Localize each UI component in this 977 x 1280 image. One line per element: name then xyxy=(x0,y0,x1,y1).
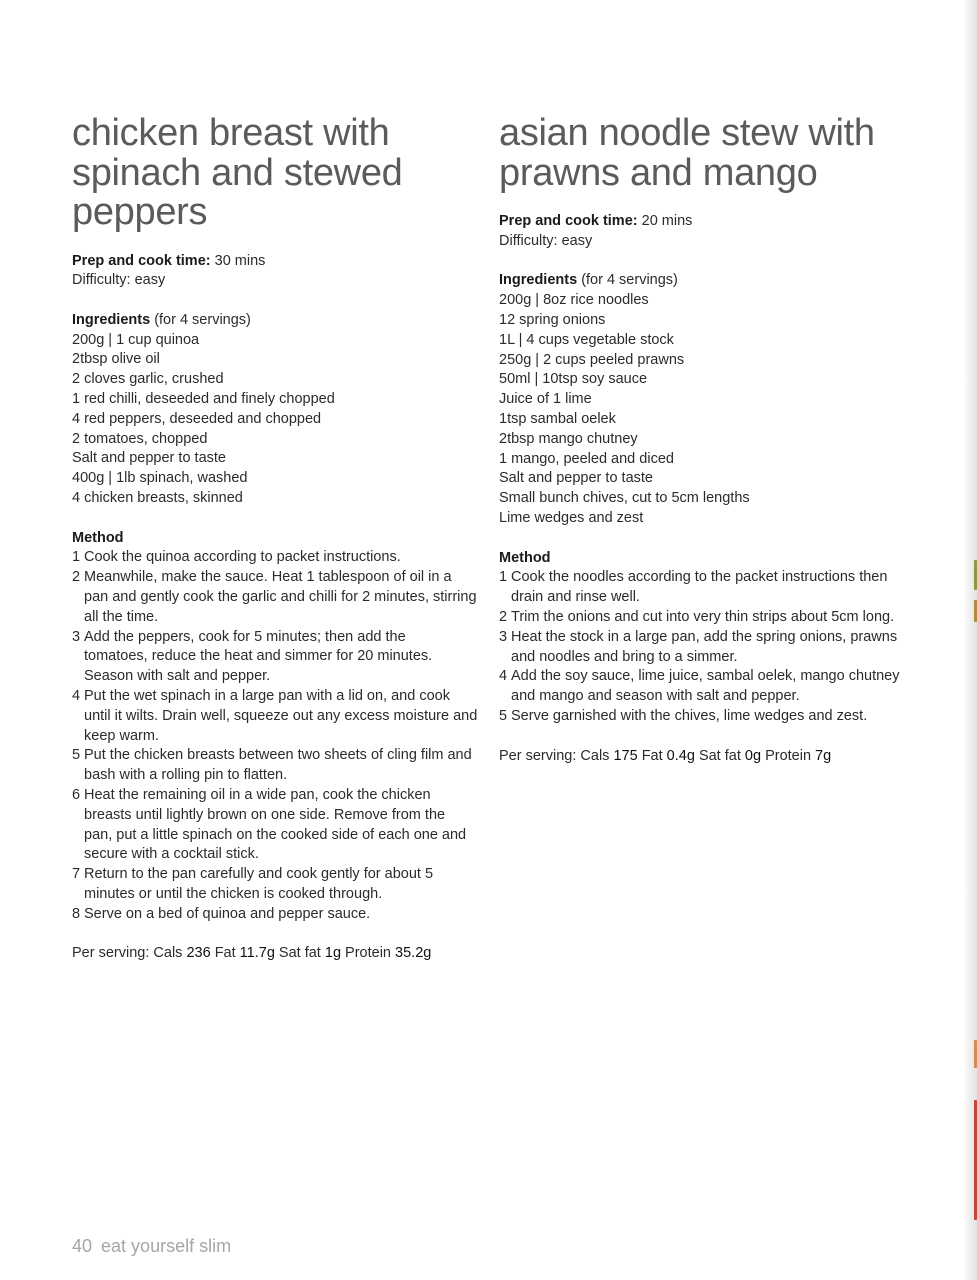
fat-value: 0.4g xyxy=(666,747,695,764)
method-heading: Method xyxy=(72,529,124,546)
ingredient-item: Salt and pepper to taste xyxy=(499,470,653,487)
method-step: 2 Meanwhile, make the sauce. Heat 1 tablespoon of oil in a pan and gently cook the garlic and chilli for 2 minutes, stirring all the time. xyxy=(72,569,477,625)
ingredient-item: 4 chicken breasts, skinned xyxy=(72,490,243,507)
ingredient-item: 200g | 1 cup quinoa xyxy=(72,331,200,348)
method-section xyxy=(72,529,477,925)
satfat-value: 1g xyxy=(324,945,342,962)
ingredients-heading: Ingredients xyxy=(499,272,578,289)
method-step: 2 Trim the onions and cut into very thin strips about 5cm long. xyxy=(499,608,895,625)
recipe-chicken-breast xyxy=(72,113,477,964)
ingredient-item: 400g | 1lb spinach, washed xyxy=(72,470,248,487)
page-edge-shadow xyxy=(963,0,977,1280)
ingredient-item: 200g | 8oz rice noodles xyxy=(499,292,649,309)
ingredient-item: 1 red chilli, deseeded and finely chopped xyxy=(72,391,335,408)
calories-value: 175 xyxy=(613,747,638,764)
ingredient-item: 2tbsp olive oil xyxy=(72,351,160,368)
method-step: 6 Heat the remaining oil in a wide pan, cook the chicken breasts until lightly brown on one side. Remove from the pan, put a little spinach on the cooked side of each one and secure with a cocktail stick. xyxy=(72,787,467,863)
recipe-meta: Prep and cook time: 20 mins Difficulty: easy xyxy=(499,213,693,249)
method-step: 1 Cook the quinoa according to packet instructions. xyxy=(72,549,401,566)
ingredient-item: Lime wedges and zest xyxy=(499,509,644,526)
ingredient-item: 1tsp sambal oelek xyxy=(499,410,616,427)
ingredient-item: 12 spring onions xyxy=(499,311,606,328)
ingredient-item: 1L | 4 cups vegetable stock xyxy=(499,331,674,348)
method-section xyxy=(499,549,909,727)
ingredients-section: Ingredients (for 4 servings) 200g | 1 cup quinoa 2tbsp olive oil 2 cloves garlic, crushed 1 red chilli, deseeded and finely chopped 4 red peppers, deseeded and chopped 2 tomatoes, chopped Salt and pepper to taste 400g | 1lb spinach, washed 4 chicken breasts, skinned xyxy=(72,311,477,509)
page-footer xyxy=(72,1236,231,1257)
ingredient-item: Small bunch chives, cut to 5cm lengths xyxy=(499,490,750,507)
ingredient-item: 50ml | 10tsp soy sauce xyxy=(499,371,648,388)
book-title: eat yourself slim xyxy=(101,1236,232,1256)
ingredients-section: Ingredients (for 4 servings) 200g | 8oz rice noodles 12 spring onions 1L | 4 cups vegetable stock 250g | 2 cups peeled prawns 50ml | 10tsp soy sauce Juice of 1 lime 1tsp sambal oelek 2tbsp mango chutney 1 mango, peeled and diced Salt and pepper to taste Small bunch chives, cut to 5cm lengths Lime wedges and zest xyxy=(499,271,909,528)
ingredient-item: 2 tomatoes, chopped xyxy=(72,430,208,447)
calories-value: 236 xyxy=(186,945,211,962)
ingredient-item: 1 mango, peeled and diced xyxy=(499,450,674,467)
method-step: 4 Put the wet spinach in a large pan with a lid on, and cook until it wilts. Drain well, squeeze out any excess moisture and keep warm. xyxy=(72,688,478,744)
ingredient-item: 2 cloves garlic, crushed xyxy=(72,371,224,388)
method-step: 8 Serve on a bed of quinoa and pepper sauce. xyxy=(72,905,371,922)
recipe-title: chicken breast with spinach and stewed peppers xyxy=(72,112,403,233)
method-step: 7 Return to the pan carefully and cook gently for about 5 minutes or until the chicken is cooked through. xyxy=(72,866,434,902)
ingredient-item: 250g | 2 cups peeled prawns xyxy=(499,351,685,368)
recipe-asian-noodle-stew xyxy=(499,113,909,766)
protein-value: 7g xyxy=(815,747,832,764)
method-steps xyxy=(499,568,909,726)
method-steps xyxy=(72,548,477,924)
nutrition-info: Per serving: Cals 236 Fat 11.7g Sat fat 1g Protein 35.2g xyxy=(72,945,432,962)
ingredient-item: 4 red peppers, deseeded and chopped xyxy=(72,410,322,427)
recipe-meta: Prep and cook time: 30 mins Difficulty: easy xyxy=(72,252,266,289)
ingredients-heading: Ingredients xyxy=(72,311,151,328)
nutrition-info: Per serving: Cals 175 Fat 0.4g Sat fat 0g Protein 7g xyxy=(499,747,832,764)
satfat-value: 0g xyxy=(744,747,762,764)
method-heading: Method xyxy=(499,549,551,566)
method-step: 4 Add the soy sauce, lime juice, sambal oelek, mango chutney and mango and season with salt and pepper. xyxy=(499,668,900,705)
ingredient-item: 2tbsp mango chutney xyxy=(499,430,638,447)
ingredient-item: Salt and pepper to taste xyxy=(72,450,226,467)
method-step: 3 Add the peppers, cook for 5 minutes; then add the tomatoes, reduce the heat and simmer for 20 minutes. Season with salt and pepper. xyxy=(72,628,433,685)
protein-value: 35.2g xyxy=(395,945,432,962)
ingredient-item: Juice of 1 lime xyxy=(499,391,592,408)
fat-value: 11.7g xyxy=(239,945,275,962)
method-step: 5 Put the chicken breasts between two sheets of cling film and bash with a rolling pin to flatten. xyxy=(72,747,472,784)
method-step: 1 Cook the noodles according to the packet instructions then drain and rinse well. xyxy=(499,569,888,606)
recipe-title: asian noodle stew with prawns and mango xyxy=(499,112,875,194)
method-step: 5 Serve garnished with the chives, lime wedges and zest. xyxy=(499,707,868,724)
page-number: 40 xyxy=(72,1236,93,1256)
method-step: 3 Heat the stock in a large pan, add the spring onions, prawns and noodles and bring to a simmer. xyxy=(499,628,898,665)
